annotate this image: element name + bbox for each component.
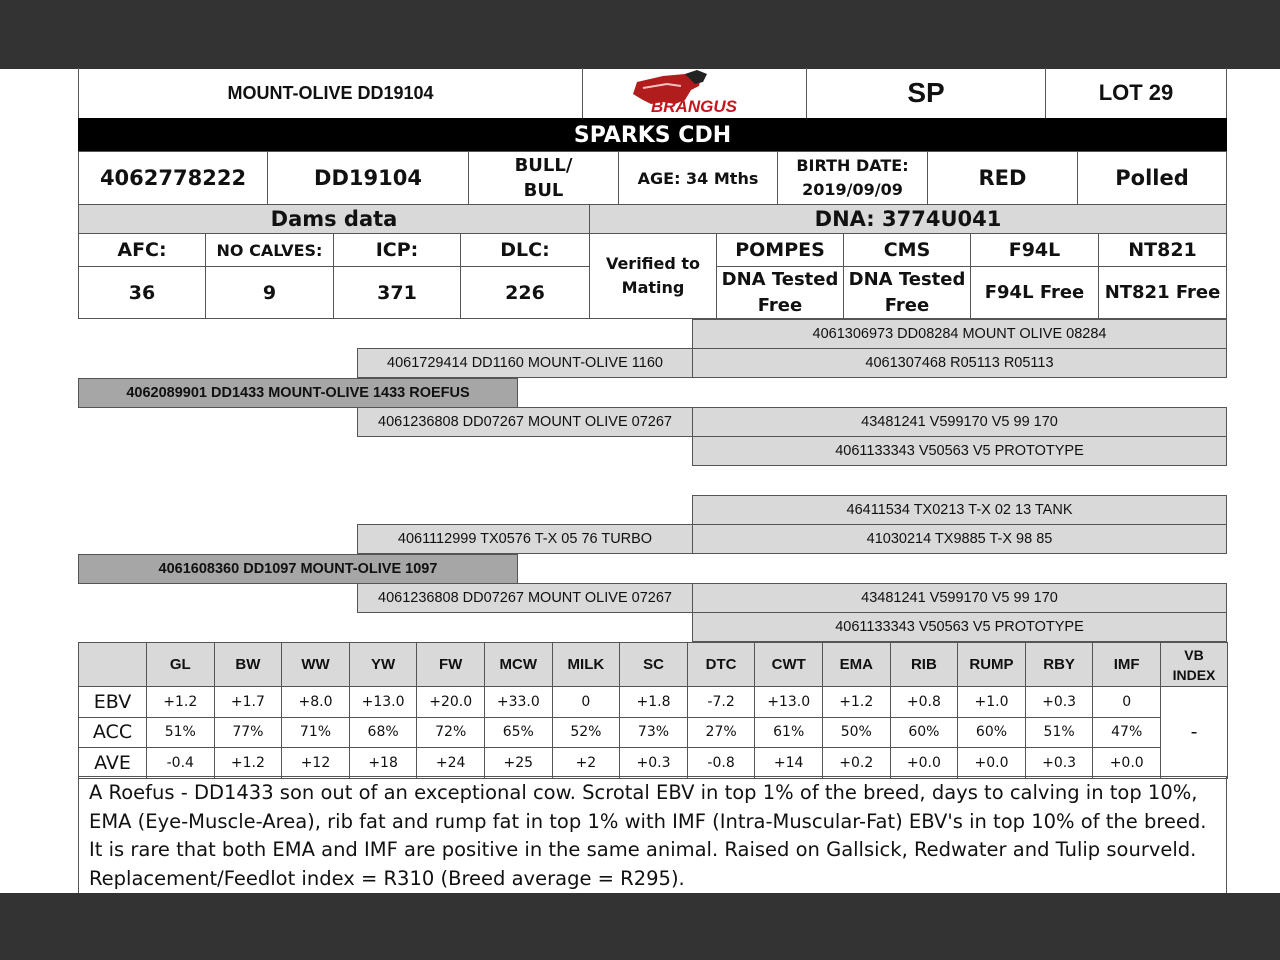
dna-header-f94l: F94L xyxy=(970,233,1099,267)
pedigree-dam: 4061608360 DD1097 MOUNT-OLIVE 1097 xyxy=(78,554,518,584)
dna-value-pompes: DNA Tested Free xyxy=(716,266,844,319)
sex: BULL/ BUL xyxy=(468,151,619,205)
brangus-logo xyxy=(582,68,807,119)
pedigree-dam-sire-dam: 41030214 TX9885 T-X 98 85 xyxy=(692,524,1227,554)
pedigree-dam-dam-sire: 43481241 V599170 V5 99 170 xyxy=(692,583,1227,613)
dams-value-dlc: 226 xyxy=(460,266,590,319)
birth-date-label: BIRTH DATE: xyxy=(796,156,909,175)
pedigree-sire-dam-sire: 43481241 V599170 V5 99 170 xyxy=(692,407,1227,437)
bottom-letterbox-bar xyxy=(0,893,1280,960)
brangus-bull-logo-icon xyxy=(615,70,775,116)
ebv-acc-ema: 50% xyxy=(822,717,891,749)
top-letterbox-bar xyxy=(0,0,1280,69)
dna-value-nt821: NT821 Free xyxy=(1098,266,1227,319)
herd-code: SP xyxy=(806,68,1046,119)
svg-text:BRANGUS: BRANGUS xyxy=(650,97,737,116)
dams-value-no-calves: 9 xyxy=(205,266,334,319)
ebv-ebv-milk: 0 xyxy=(552,686,621,718)
ebv-header-sc: SC xyxy=(619,642,688,687)
ebv-acc-rby: 51% xyxy=(1025,717,1094,749)
dams-value-icp: 371 xyxy=(333,266,461,319)
pedigree-dam-sire-sire: 46411534 TX0213 T-X 02 13 TANK xyxy=(692,495,1227,525)
ebv-ave-rby: +0.3 xyxy=(1025,747,1094,779)
ebv-ave-fw: +24 xyxy=(416,747,485,779)
dna-header-nt821: NT821 xyxy=(1098,233,1227,267)
ebv-corner-cell xyxy=(78,642,147,687)
dams-data-heading: Dams data xyxy=(78,204,590,234)
ebv-row-label-acc: ACC xyxy=(78,717,147,749)
ebv-ebv-cwt: +13.0 xyxy=(754,686,823,718)
vb-index-header: VB INDEX xyxy=(1160,642,1228,687)
vb-index-value: - xyxy=(1160,686,1228,779)
pedigree-dam-sire: 4061112999 TX0576 T-X 05 76 TURBO xyxy=(357,524,693,554)
pedigree-dam-dam: 4061236808 DD07267 MOUNT OLIVE 07267 xyxy=(357,583,693,613)
ebv-ebv-fw: +20.0 xyxy=(416,686,485,718)
ebv-acc-fw: 72% xyxy=(416,717,485,749)
ebv-header-bw: BW xyxy=(214,642,283,687)
ebv-row-label-ave: AVE xyxy=(78,747,147,779)
pedigree-dam-dam-dam: 4061133343 V50563 V5 PROTOTYPE xyxy=(692,612,1227,642)
ebv-ave-imf: +0.0 xyxy=(1092,747,1161,779)
coat-color: RED xyxy=(927,151,1078,205)
ebv-header-gl: GL xyxy=(146,642,215,687)
ebv-header-rump: RUMP xyxy=(957,642,1026,687)
ebv-acc-milk: 52% xyxy=(552,717,621,749)
ebv-acc-sc: 73% xyxy=(619,717,688,749)
ebv-ebv-bw: +1.7 xyxy=(214,686,283,718)
ebv-ebv-ema: +1.2 xyxy=(822,686,891,718)
pedigree-sire: 4062089901 DD1433 MOUNT-OLIVE 1433 ROEFUS xyxy=(78,378,518,408)
ebv-header-mcw: MCW xyxy=(484,642,553,687)
ebv-header-fw: FW xyxy=(416,642,485,687)
dna-value-f94l: F94L Free xyxy=(970,266,1099,319)
registration-number: 4062778222 xyxy=(78,151,268,205)
animal-title: SPARKS CDH xyxy=(78,118,1227,152)
description-text: A Roefus - DD1433 son out of an exceptional cow. Scrotal EBV in top 1% of the breed, days to calving in top 10%, EMA (Eye-Muscle-Area), rib fat and rump fat in top 1% with IMF (Intra-Muscular-Fat) EBV's in top 10% of the breed. It is rare that both EMA and IMF are positive in the same animal. Raised on Gallsick, Redwater and Tulip sourveld. Replacement/Feedlot index = R310 (Breed average = R295). xyxy=(78,776,1227,894)
dna-header-cms: CMS xyxy=(843,233,971,267)
ebv-ebv-yw: +13.0 xyxy=(349,686,418,718)
dna-heading: DNA: 3774U041 xyxy=(589,204,1227,234)
ebv-header-milk: MILK xyxy=(552,642,621,687)
ebv-acc-mcw: 65% xyxy=(484,717,553,749)
ebv-ave-ema: +0.2 xyxy=(822,747,891,779)
ebv-header-ema: EMA xyxy=(822,642,891,687)
pedigree-sire-dam: 4061236808 DD07267 MOUNT OLIVE 07267 xyxy=(357,407,693,437)
ebv-ave-rib: +0.0 xyxy=(890,747,959,779)
dams-value-afc: 36 xyxy=(78,266,206,319)
ebv-ebv-sc: +1.8 xyxy=(619,686,688,718)
dna-header-pompes: POMPES xyxy=(716,233,844,267)
dams-header-afc: AFC: xyxy=(78,233,206,267)
ebv-ebv-imf: 0 xyxy=(1092,686,1161,718)
ebv-acc-imf: 47% xyxy=(1092,717,1161,749)
pedigree-sire-sire: 4061729414 DD1160 MOUNT-OLIVE 1160 xyxy=(357,348,693,378)
ebv-ave-dtc: -0.8 xyxy=(687,747,756,779)
ebv-header-rby: RBY xyxy=(1025,642,1094,687)
ebv-ave-mcw: +25 xyxy=(484,747,553,779)
lot-number: LOT 29 xyxy=(1045,68,1227,119)
dams-header-no-calves: NO CALVES: xyxy=(205,233,334,267)
ebv-header-imf: IMF xyxy=(1092,642,1161,687)
ebv-ebv-rib: +0.8 xyxy=(890,686,959,718)
ebv-row-label-ebv: EBV xyxy=(78,686,147,718)
tag-number: DD19104 xyxy=(267,151,469,205)
ebv-acc-rump: 60% xyxy=(957,717,1026,749)
ebv-ebv-rump: +1.0 xyxy=(957,686,1026,718)
pedigree-sire-sire-dam: 4061307468 R05113 R05113 xyxy=(692,348,1227,378)
ebv-ave-rump: +0.0 xyxy=(957,747,1026,779)
dams-header-icp: ICP: xyxy=(333,233,461,267)
ebv-header-cwt: CWT xyxy=(754,642,823,687)
dams-header-dlc: DLC: xyxy=(460,233,590,267)
ebv-header-dtc: DTC xyxy=(687,642,756,687)
ebv-acc-ww: 71% xyxy=(281,717,350,749)
verified-to-mating: Verified to Mating xyxy=(589,233,717,319)
ebv-header-ww: WW xyxy=(281,642,350,687)
ebv-ave-milk: +2 xyxy=(552,747,621,779)
ebv-ave-ww: +12 xyxy=(281,747,350,779)
age: AGE: 34 Mths xyxy=(618,151,778,205)
ebv-ave-yw: +18 xyxy=(349,747,418,779)
horn-status: Polled xyxy=(1077,151,1227,205)
animal-name: MOUNT-OLIVE DD19104 xyxy=(78,68,583,119)
ebv-ave-sc: +0.3 xyxy=(619,747,688,779)
ebv-ebv-gl: +1.2 xyxy=(146,686,215,718)
ebv-acc-rib: 60% xyxy=(890,717,959,749)
ebv-ebv-mcw: +33.0 xyxy=(484,686,553,718)
pedigree-sire-sire-sire: 4061306973 DD08284 MOUNT OLIVE 08284 xyxy=(692,319,1227,349)
birth-date xyxy=(777,151,928,205)
ebv-ave-cwt: +14 xyxy=(754,747,823,779)
ebv-ebv-rby: +0.3 xyxy=(1025,686,1094,718)
ebv-header-yw: YW xyxy=(349,642,418,687)
ebv-header-rib: RIB xyxy=(890,642,959,687)
ebv-ebv-ww: +8.0 xyxy=(281,686,350,718)
ebv-acc-yw: 68% xyxy=(349,717,418,749)
ebv-ave-gl: -0.4 xyxy=(146,747,215,779)
ebv-acc-bw: 77% xyxy=(214,717,283,749)
ebv-acc-dtc: 27% xyxy=(687,717,756,749)
birth-date-value: 2019/09/09 xyxy=(802,180,903,199)
ebv-acc-cwt: 61% xyxy=(754,717,823,749)
dna-value-cms: DNA Tested Free xyxy=(843,266,971,319)
ebv-acc-gl: 51% xyxy=(146,717,215,749)
ebv-ebv-dtc: -7.2 xyxy=(687,686,756,718)
pedigree-sire-dam-dam: 4061133343 V50563 V5 PROTOTYPE xyxy=(692,436,1227,466)
ebv-ave-bw: +1.2 xyxy=(214,747,283,779)
